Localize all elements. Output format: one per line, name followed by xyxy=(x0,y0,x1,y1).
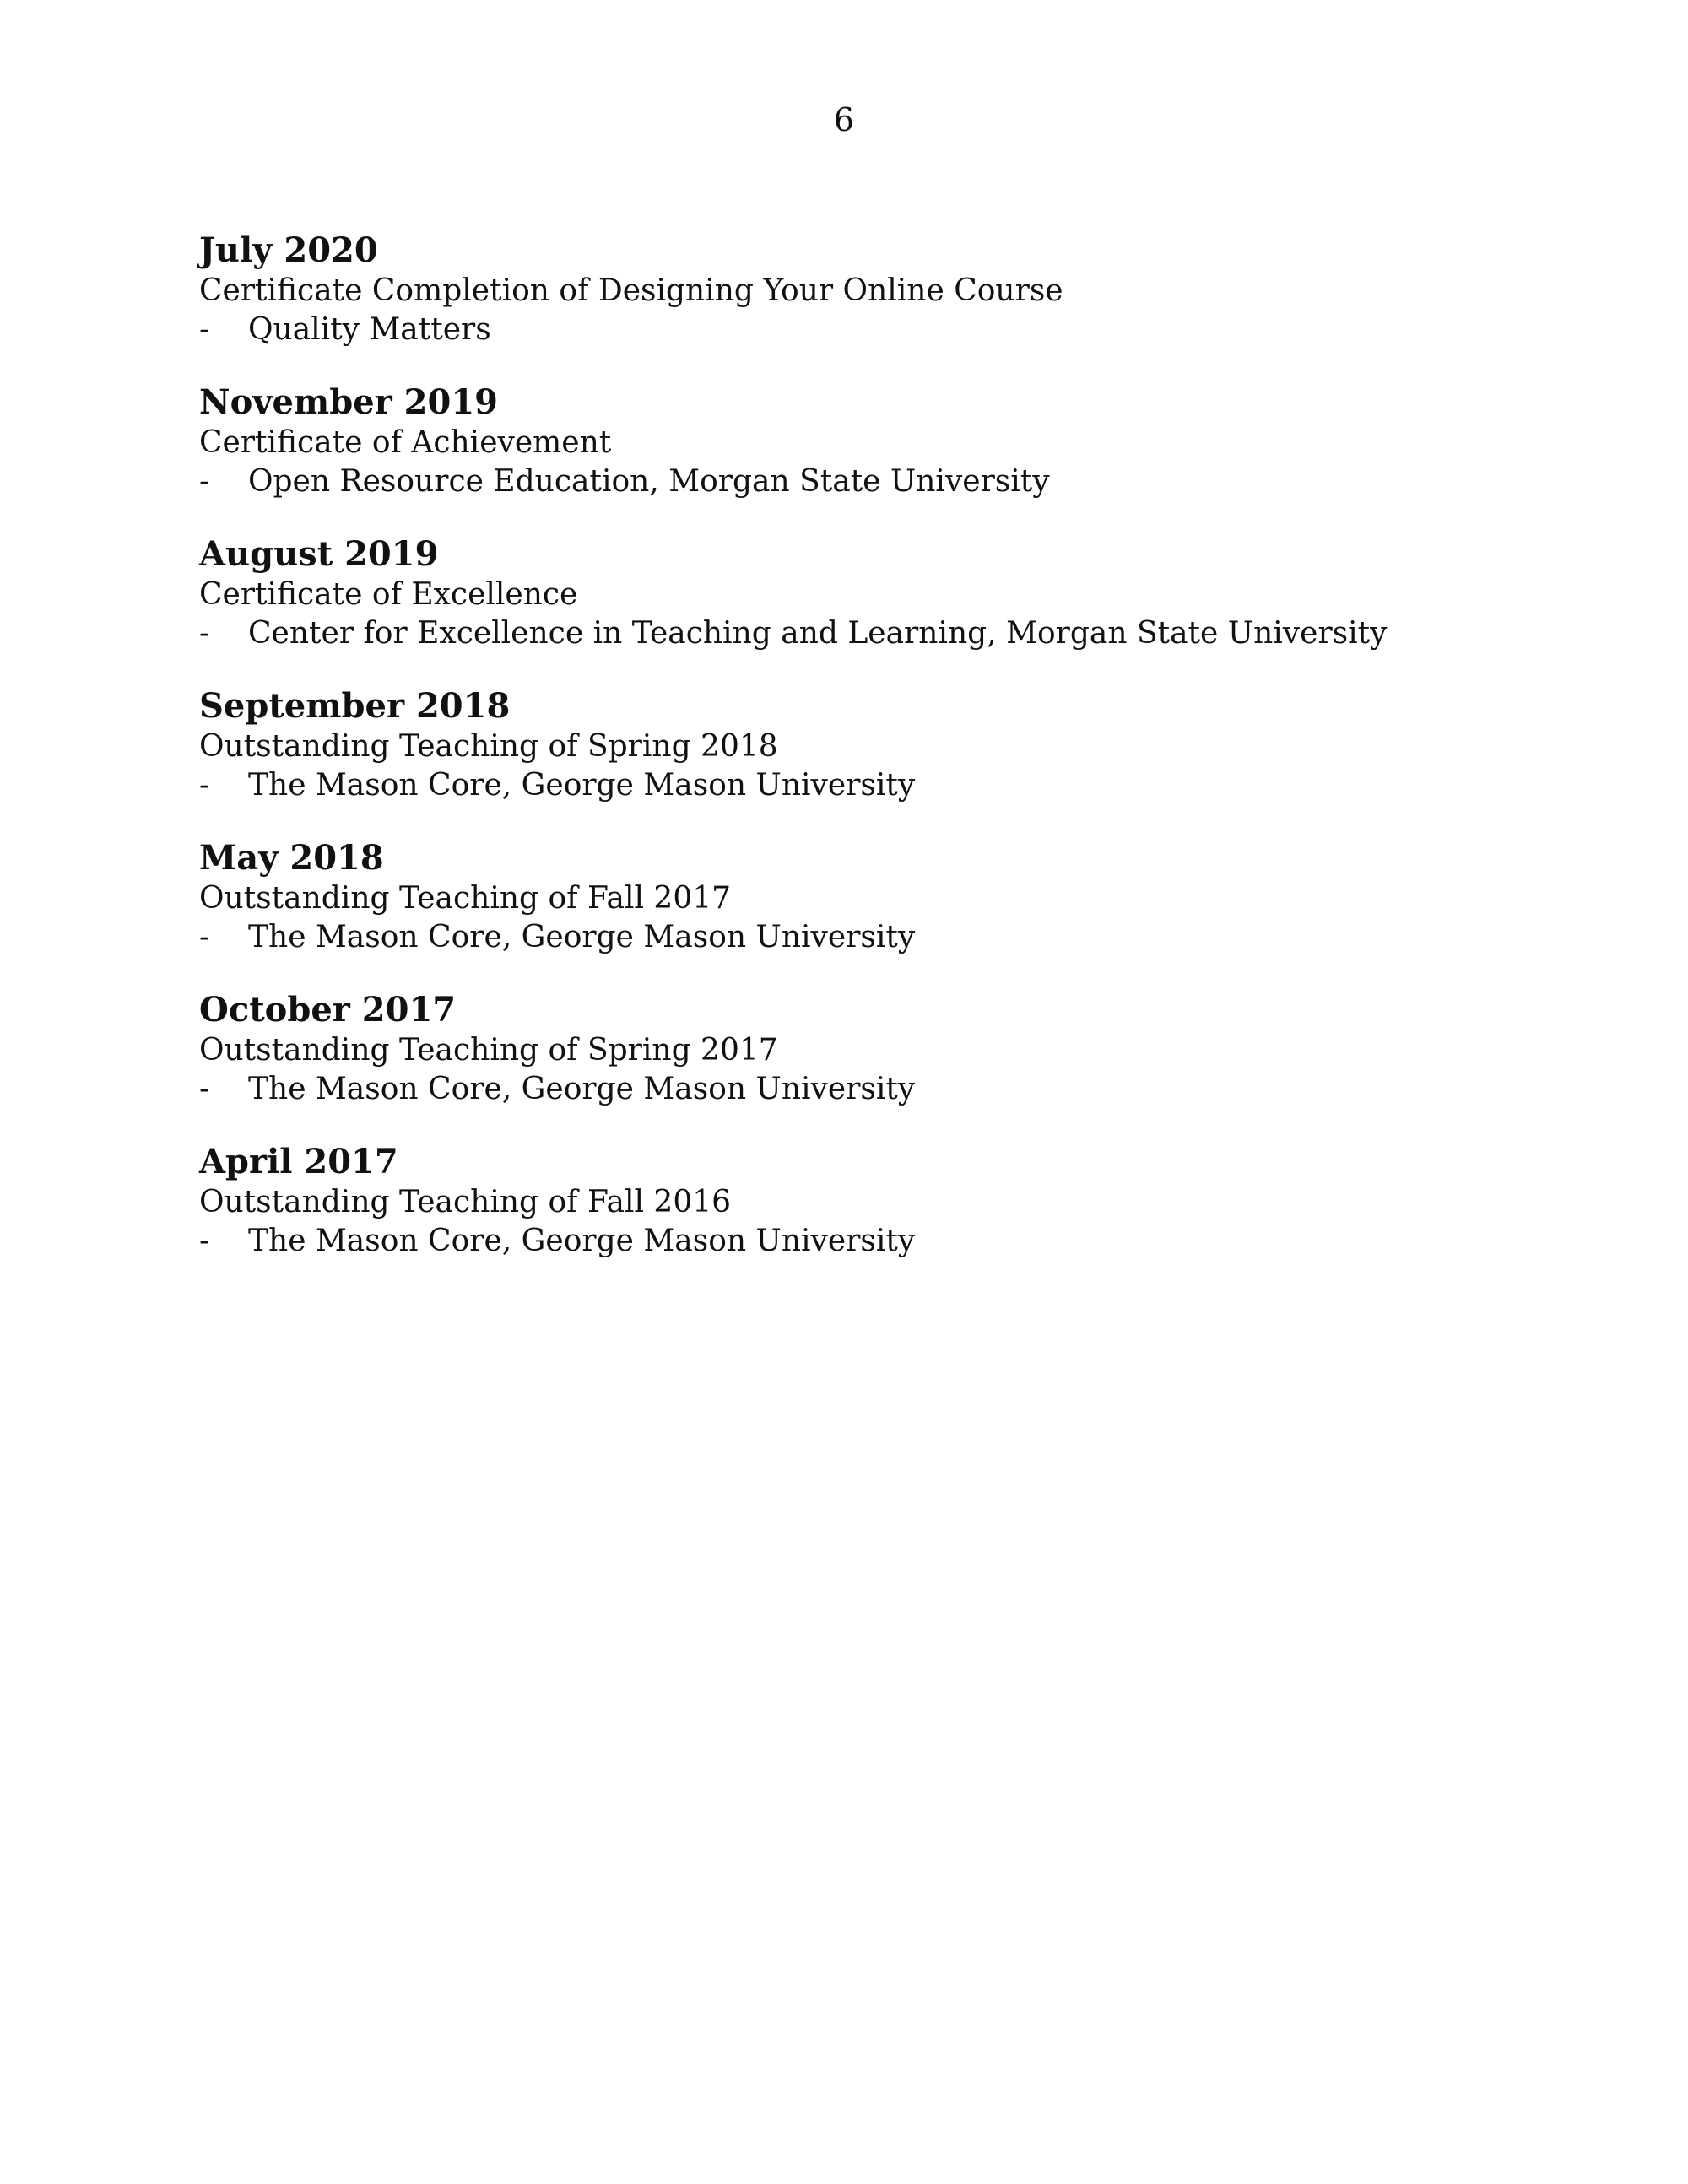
entry-detail xyxy=(199,311,1550,349)
entry-detail-text: Open Resource Education, Morgan State University xyxy=(248,464,1050,499)
entry-date: September 2018 xyxy=(199,686,511,726)
entry-title: Certificate Completion of Designing Your Online Course xyxy=(199,273,1063,308)
entry-detail-text: The Mason Core, George Mason University xyxy=(248,768,916,803)
award-entry xyxy=(199,685,1550,837)
entry-date: October 2017 xyxy=(199,990,457,1030)
dash-bullet: - xyxy=(199,1072,210,1106)
entry-detail-text: The Mason Core, George Mason University xyxy=(248,1072,916,1106)
entry-date: November 2019 xyxy=(199,382,499,422)
entry-date: August 2019 xyxy=(199,534,439,574)
entry-title: Outstanding Teaching of Fall 2016 xyxy=(199,1185,732,1219)
page-number: 6 xyxy=(833,101,855,138)
entry-detail xyxy=(199,614,1550,653)
award-entry xyxy=(199,381,1550,533)
entry-title: Outstanding Teaching of Spring 2017 xyxy=(199,1033,778,1068)
award-entry xyxy=(199,837,1550,989)
dash-bullet: - xyxy=(199,1224,210,1258)
entry-detail-text: The Mason Core, George Mason University xyxy=(248,1224,916,1258)
entry-detail xyxy=(199,766,1550,805)
entry-detail-text: Center for Excellence in Teaching and Learning, Morgan State University xyxy=(248,616,1388,651)
entry-detail-text: Quality Matters xyxy=(248,312,491,347)
dash-bullet: - xyxy=(199,616,210,651)
entry-detail xyxy=(199,462,1550,501)
dash-bullet: - xyxy=(199,920,210,954)
entry-title: Certificate of Excellence xyxy=(199,577,578,612)
entry-date: May 2018 xyxy=(199,838,384,878)
award-entry xyxy=(199,1141,1550,1293)
entry-title: Outstanding Teaching of Spring 2018 xyxy=(199,729,778,764)
entry-date: April 2017 xyxy=(199,1142,398,1181)
award-entry xyxy=(199,230,1550,381)
entry-title: Certificate of Achievement xyxy=(199,425,612,460)
dash-bullet: - xyxy=(199,464,210,499)
entry-date: July 2020 xyxy=(199,230,378,270)
entry-detail-text: The Mason Core, George Mason University xyxy=(248,920,916,954)
dash-bullet: - xyxy=(199,768,210,803)
entry-detail xyxy=(199,1222,1550,1261)
entry-detail xyxy=(199,918,1550,957)
award-entry xyxy=(199,533,1550,685)
entry-detail xyxy=(199,1070,1550,1109)
dash-bullet: - xyxy=(199,312,210,347)
awards-list xyxy=(199,230,1550,1293)
award-entry xyxy=(199,989,1550,1141)
entry-title: Outstanding Teaching of Fall 2017 xyxy=(199,881,732,916)
